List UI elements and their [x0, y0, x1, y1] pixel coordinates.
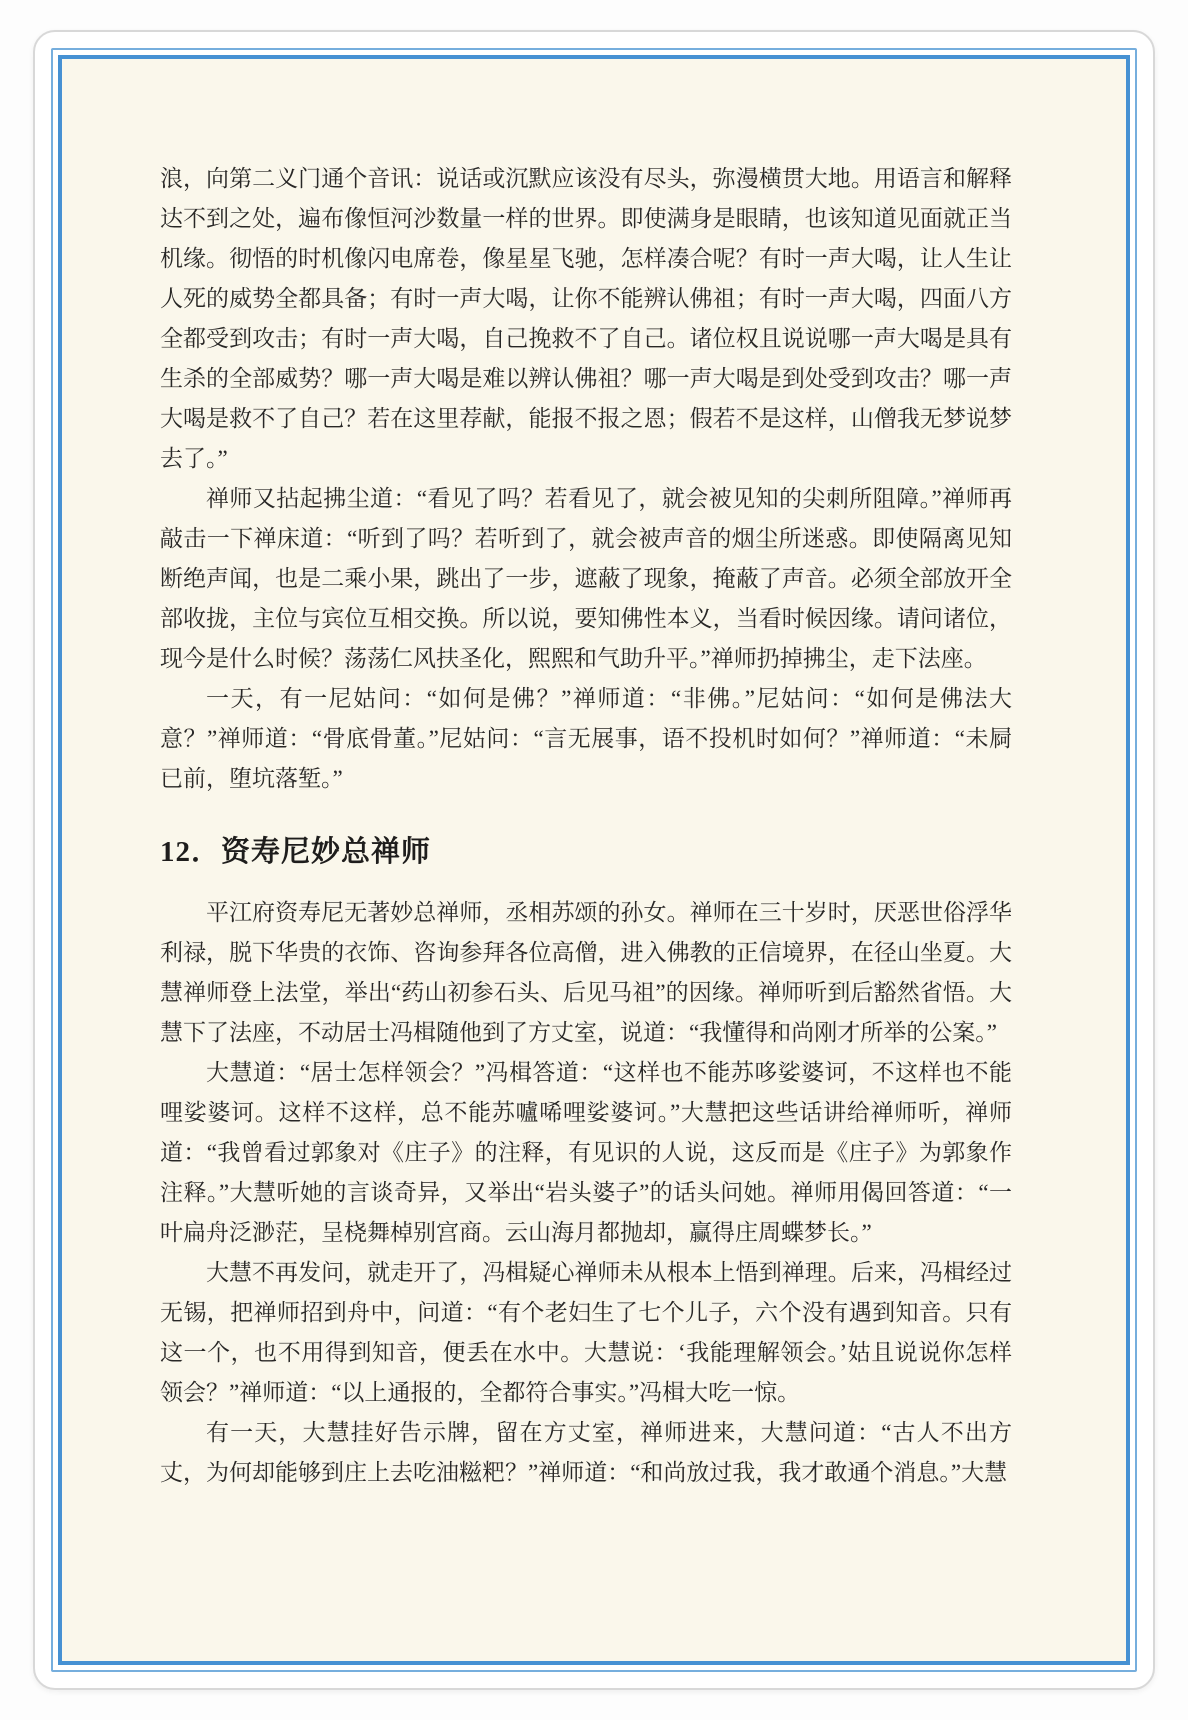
- body-paragraph: 大慧道：“居士怎样领会？”冯楫答道：“这样也不能苏哆娑婆诃，不这样也不能哩娑婆诃。这样不这样，总不能苏嚧唏哩娑婆诃。”大慧把这些话讲给禅师听，禅师道：“我曾看过郭象对《庄子》的注释，有见识的人说，这反而是《庄子》为郭象作注释。”大慧听她的言谈奇异，又举出“岩头婆子”的话头问她。禅师用偈回答道：“一叶扁舟泛渺茫，呈桡舞棹别宫商。云山海月都抛却，赢得庄周蝶梦长。”: [160, 1060, 1012, 1245]
- body-paragraph: 禅师又拈起拂尘道：“看见了吗？若看见了，就会被见知的尖刺所阻障。”禅师再敲击一下禅床道：“听到了吗？若听到了，就会被声音的烟尘所迷惑。即使隔离见知断绝声闻，也是二乘小果，跳出了一步，遮蔽了现象，掩蔽了声音。必须全部放开全部收拢，主位与宾位互相交换。所以说，要知佛性本义，当看时候因缘。请问诸位，现今是什么时候？荡荡仁风扶圣化，熙熙和气助升平。”禅师扔掉拂尘，走下法座。: [160, 486, 1012, 671]
- body-paragraph: 有一天，大慧挂好告示牌，留在方丈室，禅师进来，大慧问道：“古人不出方丈，为何却能够到庄上去吃油糍粑？”禅师道：“和尚放过我，我才敢通个消息。”大慧: [160, 1420, 1012, 1485]
- body-paragraph: 浪，向第二义门通个音讯：说话或沉默应该没有尽头，弥漫横贯大地。用语言和解释达不到之处，遍布像恒河沙数量一样的世界。即使满身是眼睛，也该知道见面就正当机缘。彻悟的时机像闪电席卷，像星星飞驰，怎样凑合呢？有时一声大喝，让人生让人死的威势全都具备；有时一声大喝，让你不能辨认佛祖；有时一声大喝，四面八方全都受到攻击；有时一声大喝，自己挽救不了自己。诸位权且说说哪一声大喝是具有生杀的全部威势？哪一声大喝是难以辨认佛祖？哪一声大喝是到处受到攻击？哪一声大喝是救不了自己？若在这里荐献，能报不报之恩；假若不是这样，山僧我无梦说梦去了。”: [160, 166, 1012, 471]
- decorative-border-inner: [58, 55, 1130, 1665]
- body-paragraph: 大慧不再发问，就走开了，冯楫疑心禅师未从根本上悟到禅理。后来，冯楫经过无锡，把禅师招到舟中，问道：“有个老妇生了七个儿子，六个没有遇到知音。只有这一个，也不用得到知音，便丢在水中。大慧说：‘我能理解领会。’姑且说说你怎样领会？”禅师道：“以上通报的，全都符合事实。”冯楫大吃一惊。: [160, 1260, 1012, 1405]
- body-paragraph: 平江府资寿尼无著妙总禅师，丞相苏颂的孙女。禅师在三十岁时，厌恶世俗浮华利禄，脱下华贵的衣饰、咨询参拜各位高僧，进入佛教的正信境界，在径山坐夏。大慧禅师登上法堂，举出“药山初参石头、后见马祖”的因缘。禅师听到后豁然省悟。大慧下了法座，不动居士冯楫随他到了方丈室，说道：“我懂得和尚刚才所举的公案。”: [160, 900, 1012, 1045]
- section-heading: 12．资寿尼妙总禅师: [160, 836, 432, 868]
- body-paragraph: 一天，有一尼姑问：“如何是佛？”禅师道：“非佛。”尼姑问：“如何是佛法大意？”禅师道：“骨底骨董。”尼姑问：“言无展事，语不投机时如何？”禅师道：“未屙已前，堕坑落堑。”: [160, 686, 1012, 791]
- page-content: [62, 59, 1126, 1661]
- decorative-border-outer: [51, 48, 1137, 1672]
- page-card: [33, 30, 1155, 1690]
